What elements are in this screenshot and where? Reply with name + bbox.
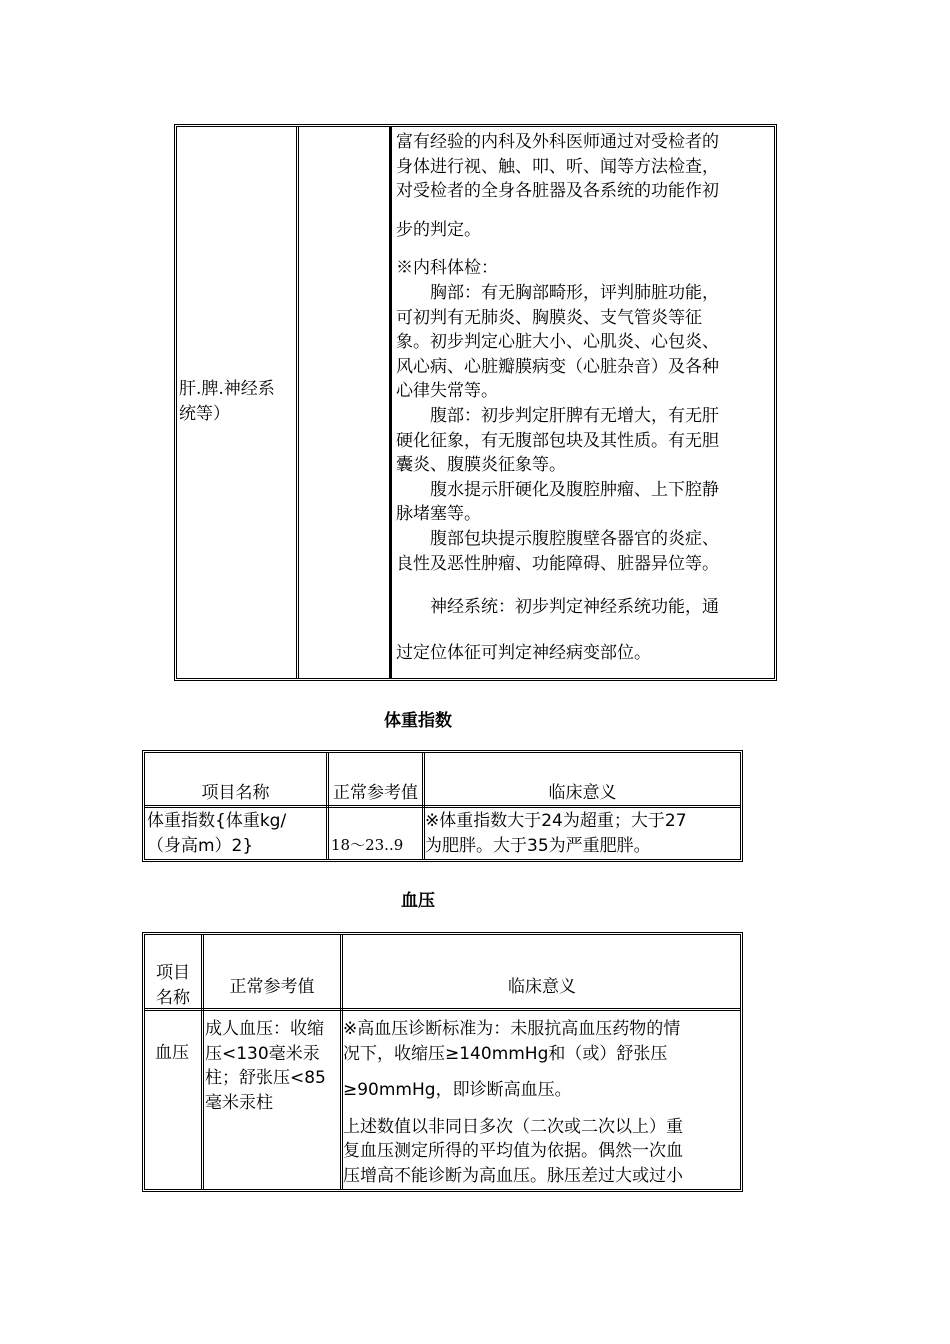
bmi-item-name: 体重指数{体重kg/ （身高m）2} (147, 811, 287, 856)
col-header-normal: 正常参考值 (333, 783, 418, 803)
bmi-normal-value: 18～23..9 (331, 836, 404, 854)
table-divider (326, 753, 329, 859)
bmi-meaning: ※体重指数大于24为超重；大于27 为肥胖。大于35为严重肥胖。 (425, 811, 687, 856)
bp-table (142, 932, 743, 1192)
bp-normal-value: 成人血压：收缩 压<130毫米汞 柱；舒张压<85 毫米汞柱 (205, 1019, 326, 1113)
bmi-heading: 体重指数 (384, 711, 452, 731)
col-header-normal: 正常参考值 (229, 977, 315, 997)
table-divider (389, 127, 392, 678)
col-header-name: 项目名称 (201, 783, 270, 803)
col-header-name: 项目 名称 (156, 963, 190, 1008)
exam-item-name: 肝.脾.神经系 统等） (179, 379, 275, 424)
table-divider (201, 935, 204, 1189)
col-header-meaning: 临床意义 (508, 977, 576, 997)
bp-heading: 血压 (401, 891, 435, 911)
col-header-meaning: 临床意义 (548, 783, 617, 803)
table-divider (145, 1008, 740, 1011)
bp-meaning: ※高血压诊断标准为：未服抗高血压药物的情 况下，收缩压≥140mmHg和（或）舒张压 ≥90mmHg，即诊断高血压。 上述数值以非同日多次（二次或二次以上）重 复血压测定所得的平均值为依据。偶然一次血 压增高不能诊断为高血压。脉压差过大或过小 (343, 1019, 683, 1186)
bp-item-name: 血压 (155, 1043, 189, 1063)
physical-exam-table (174, 124, 777, 681)
exam-description: 富有经验的内科及外科医师通过对受检者的 身体进行视、触、叩、听、闻等方法检查， 对受检者的全身各脏器及各系统的功能作初 步的判定。 ※内科体检： 胸部：有无胸部畸形，评判肺脏功能， 可初判有无肺炎、胸膜炎、支气管炎等征 象。初步判定心脏大小、心肌炎、心包炎、 风心病、心脏瓣膜病变（心脏杂音）及各种 心律失常等。 腹部：初步判定肝脾有无增大，有无肝 硬化征象，有无腹部包块及其性质。有无胆 囊炎、腹膜炎征象等。 腹水提示肝硬化及腹腔肿瘤、上下腔静 脉堵塞等。 腹部包块提示腹腔腹壁各器官的炎症、 良性及恶性肿瘤、功能障碍、脏器异位等。 神经系统：初步判定神经系统功能，通 过定位体征可判定神经病变部位。 (396, 132, 719, 663)
bmi-table (142, 750, 743, 862)
